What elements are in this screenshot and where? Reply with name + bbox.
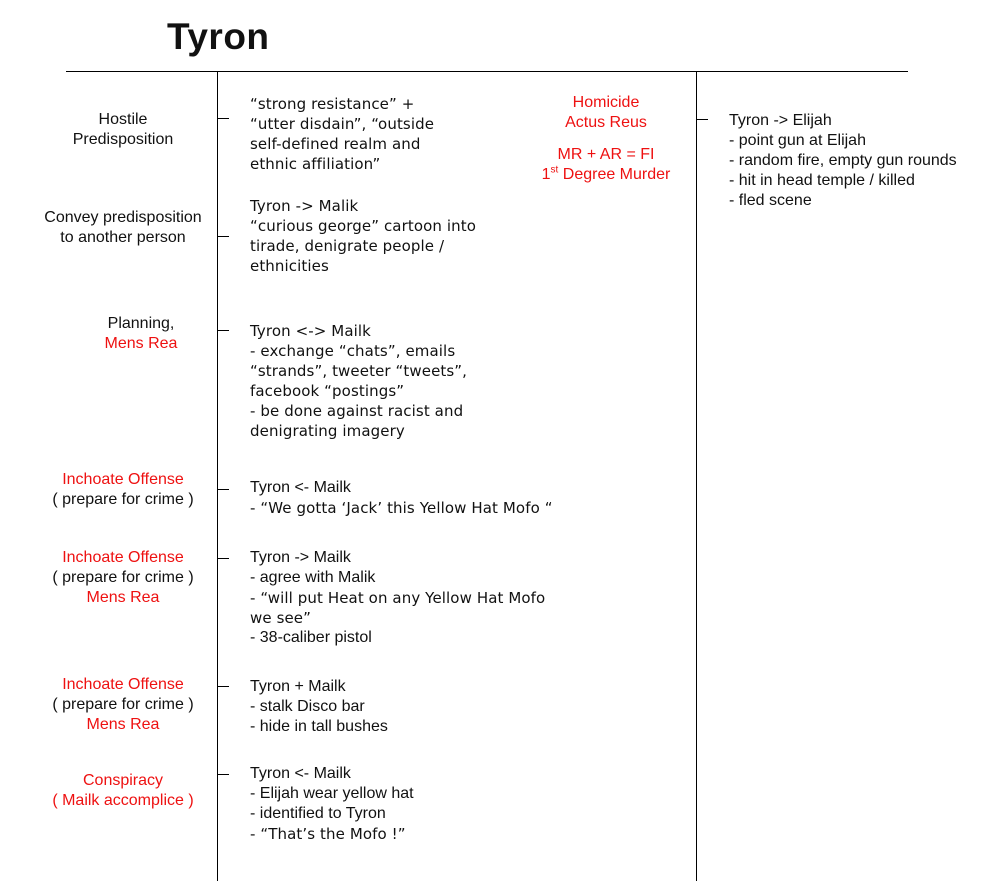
row-label — [18, 548, 228, 608]
note-line: - “That’s the Mofo !” — [250, 825, 406, 843]
formula-line: MR + AR = FI — [557, 146, 655, 163]
note-line: tirade, denigrate people / — [250, 237, 445, 255]
row-label-line: Conspiracy — [82, 772, 164, 789]
note-line: - be done against racist and — [250, 402, 464, 420]
note-line: ethnicities — [250, 257, 329, 275]
row-label-line: Predisposition — [72, 131, 174, 148]
row-note — [250, 94, 434, 174]
right-line: - hit in head temple / killed — [729, 172, 915, 189]
row-label-line: to another person — [60, 229, 186, 246]
top-rule — [66, 71, 908, 72]
note-line: we see” — [250, 609, 312, 627]
page-title: Tyron — [167, 16, 270, 57]
row-label-line: Mens Rea — [86, 589, 160, 606]
row-label-line: Inchoate Offense — [62, 676, 184, 693]
right-line: - point gun at Elijah — [729, 132, 866, 149]
note-line: - identified to Tyron — [250, 805, 386, 822]
row-label-line: Inchoate Offense — [62, 471, 184, 488]
row-label-line: Mens Rea — [104, 335, 178, 352]
note-line: Tyron <-> Mailk — [250, 322, 371, 340]
row-label-line: Mens Rea — [86, 716, 160, 733]
row-label-line: Planning, — [107, 315, 175, 332]
note-line: - 38-caliber pistol — [250, 629, 372, 646]
row-label — [18, 470, 228, 510]
actus-reus-line: Actus Reus — [565, 114, 647, 131]
note-line: Tyron + Mailk — [250, 678, 346, 695]
spacer — [506, 133, 706, 145]
note-line: facebook “postings” — [250, 382, 405, 400]
row-label-line: Hostile — [98, 111, 148, 128]
note-line: - “will put Heat on any Yellow Hat Mofo — [250, 589, 546, 607]
homicide-line: Homicide — [572, 94, 640, 111]
note-line: - stalk Disco bar — [250, 698, 365, 715]
row-label-line: ( prepare for crime ) — [52, 569, 194, 586]
note-line: denigrating imagery — [250, 422, 405, 440]
row-note — [250, 478, 553, 518]
row-label-line: ( Mailk accomplice ) — [52, 792, 194, 809]
note-line: “utter disdain”, “outside — [250, 115, 435, 133]
note-line: self-defined realm and — [250, 135, 421, 153]
row-note — [250, 548, 545, 648]
right-column-notes — [729, 111, 957, 211]
note-line: Tyron <- Mailk — [250, 765, 351, 782]
row-label — [18, 110, 228, 150]
degree-text: Degree Murder — [558, 166, 671, 183]
note-line: - exchange “chats”, emails — [250, 342, 456, 360]
note-line: ethnic affiliation” — [250, 155, 381, 173]
note-line: “strands”, tweeter “tweets”, — [250, 362, 468, 380]
degree-suffix: st — [550, 164, 559, 176]
right-line: Tyron -> Elijah — [729, 112, 832, 129]
row-label — [36, 314, 246, 354]
right-line: - fled scene — [729, 192, 812, 209]
row-label-line: Inchoate Offense — [62, 549, 184, 566]
note-line: - “We gotta ‘Jack’ this Yellow Hat Mofo “ — [250, 499, 553, 517]
note-line: Tyron <- Mailk — [250, 479, 351, 496]
row-note — [250, 196, 476, 276]
note-line: - hide in tall bushes — [250, 718, 388, 735]
row-label — [18, 675, 228, 735]
row-note — [250, 764, 414, 844]
note-line: Tyron -> Mailk — [250, 549, 351, 566]
row-label — [18, 208, 228, 248]
note-line: “strong resistance” + — [250, 95, 415, 113]
row-label-line: ( prepare for crime ) — [52, 696, 194, 713]
note-line: - agree with Malik — [250, 569, 376, 586]
right-tick — [697, 119, 708, 120]
row-label — [18, 771, 228, 811]
column-divider — [696, 71, 697, 881]
row-note — [250, 677, 388, 737]
right-line: - random fire, empty gun rounds — [729, 152, 957, 169]
degree-number: 1 — [541, 166, 551, 183]
note-line: Tyron -> Malik — [250, 197, 359, 215]
degree-line — [506, 165, 706, 185]
row-label-line: Convey predisposition — [44, 209, 202, 226]
row-note — [250, 321, 467, 441]
note-line: “curious george” cartoon into — [250, 217, 476, 235]
homicide-block — [506, 93, 706, 185]
row-label-line: ( prepare for crime ) — [52, 491, 194, 508]
note-line: - Elijah wear yellow hat — [250, 785, 414, 802]
